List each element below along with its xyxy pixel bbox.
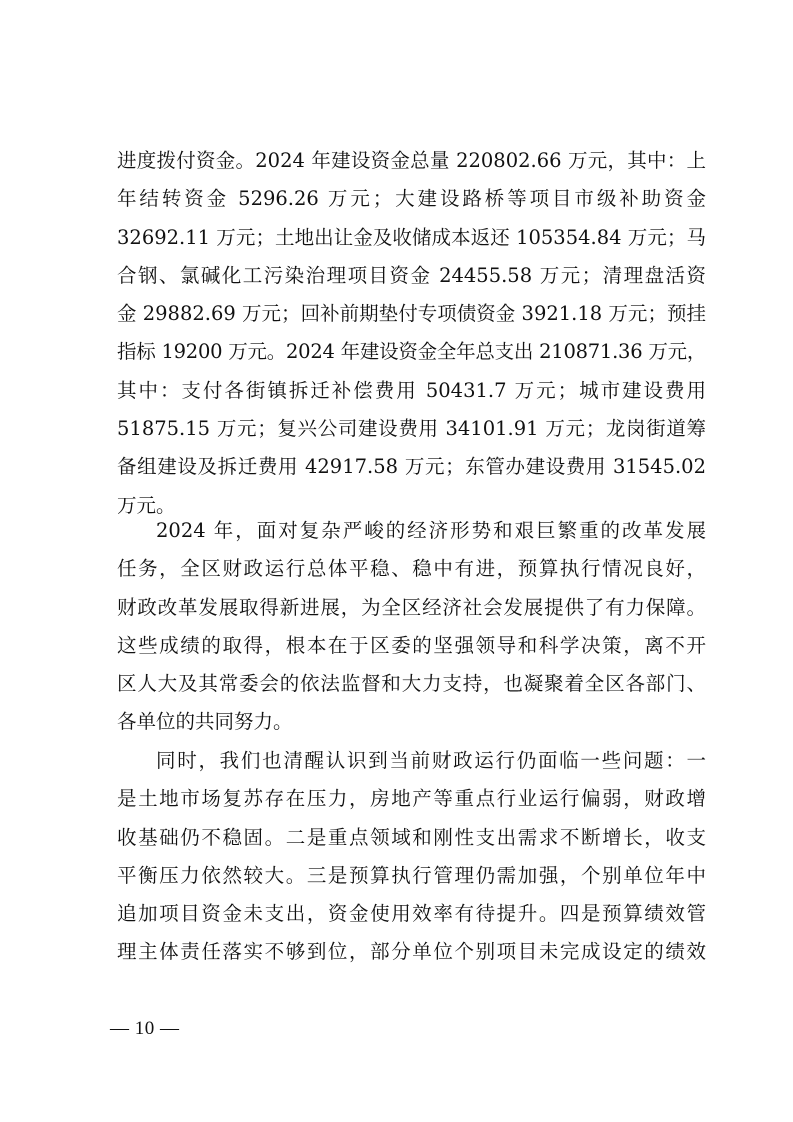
page-number: — 10 —	[110, 1018, 180, 1039]
text-line: 万元。	[117, 493, 176, 517]
text-line: 任务，全区财政运行总体平稳、稳中有进，预算执行情况良好，	[117, 557, 706, 581]
text-line: 金 29882.69 万元；回补前期垫付专项债资金 3921.18 万元；预挂	[117, 302, 706, 326]
text-line: 2024 年，面对复杂严峻的经济形势和艰巨繁重的改革发展	[156, 519, 706, 542]
text-line: 32692.11 万元；土地出让金及收储成本返还 105354.84 万元；马	[117, 225, 706, 249]
text-line: 51875.15 万元；复兴公司建设费用 34101.91 万元；龙岗街道筹	[117, 417, 706, 441]
text-line: 是土地市场复苏存在压力，房地产等重点行业运行偏弱，财政增	[117, 787, 706, 811]
text-line: 区人大及其常委会的依法监督和大力支持，也凝聚着全区各部门、	[117, 672, 706, 696]
text-line: 进度拨付资金。2024 年建设资金总量 220802.66 万元，其中：上	[117, 149, 706, 172]
text-line: 备组建设及拆迁费用 42917.58 万元；东管办建设费用 31545.02	[117, 455, 706, 479]
text-line: 各单位的共同努力。	[117, 710, 293, 734]
text-line: 这些成绩的取得，根本在于区委的坚强领导和科学决策，离不开	[117, 633, 706, 657]
paragraph-achievements	[117, 512, 706, 742]
text-line: 财政改革发展取得新进展，为全区经济社会发展提供了有力保障。	[117, 595, 706, 619]
text-line: 合钢、氯碱化工污染治理项目资金 24455.58 万元；清理盘活资	[117, 263, 706, 287]
text-line: 理主体责任落实不够到位，部分单位个别项目未完成设定的绩效	[117, 940, 706, 964]
text-line: 收基础仍不稳固。二是重点领域和刚性支出需求不断增长，收支	[117, 825, 706, 849]
text-line: 平衡压力依然较大。三是预算执行管理仍需加强，个别单位年中	[117, 863, 706, 887]
text-line: 指标 19200 万元。2024 年建设资金全年总支出 210871.36 万元，	[117, 340, 707, 364]
text-line: 追加项目资金未支出，资金使用效率有待提升。四是预算绩效管	[117, 902, 706, 926]
paragraph-construction-funds	[117, 142, 706, 525]
paragraph-body	[117, 742, 706, 972]
text-line: 年结转资金 5296.26 万元；大建设路桥等项目市级补助资金	[117, 187, 706, 211]
paragraph-body	[117, 142, 706, 525]
text-line: 其中：支付各街镇拆迁补偿费用 50431.7 万元；城市建设费用	[117, 378, 706, 402]
text-line: 同时，我们也清醒认识到当前财政运行仍面临一些问题：一	[156, 749, 706, 772]
paragraph-problems	[117, 742, 706, 972]
paragraph-body	[117, 512, 706, 742]
